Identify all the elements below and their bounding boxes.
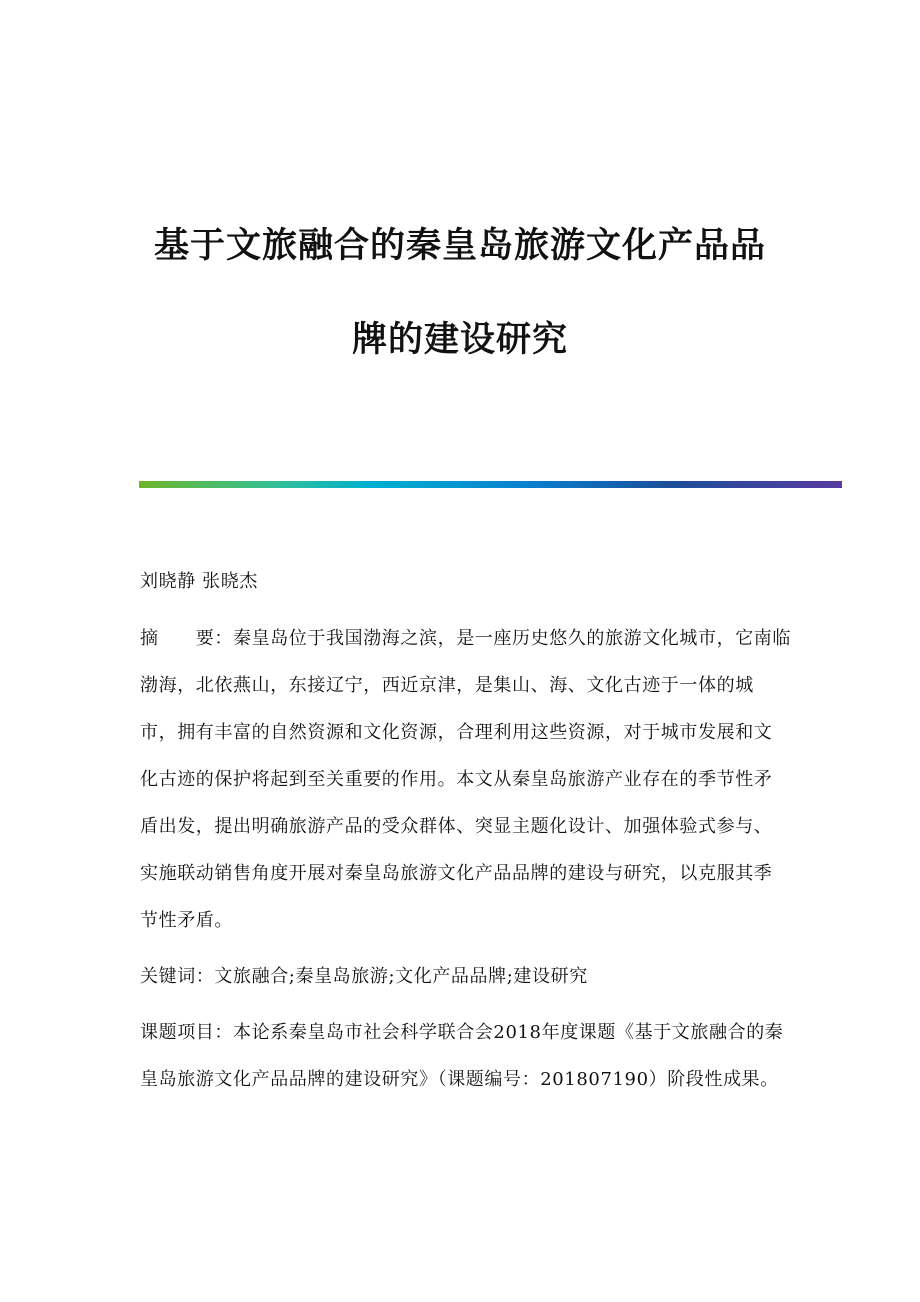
title-line-2: 牌的建设研究	[351, 319, 568, 360]
project-line: 皇岛旅游文化产品品牌的建设研究》（课题编号：201807190）阶段性成果。	[140, 1069, 779, 1090]
keywords: 关键词：文旅融合;秦皇岛旅游;文化产品品牌;建设研究	[140, 966, 588, 987]
abstract-line: 化古迹的保护将起到至关重要的作用。本文从秦皇岛旅游产业存在的季节性矛	[140, 769, 773, 790]
abstract-line: 渤海，北依燕山，东接辽宁，西近京津，是集山、海、文化古迹于一体的城	[140, 675, 754, 696]
abstract-line: 摘 要：秦皇岛位于我国渤海之滨，是一座历史悠久的旅游文化城市，它南临	[140, 628, 791, 649]
authors: 刘晓静 张晓杰	[140, 571, 258, 592]
abstract-line: 盾出发，提出明确旅游产品的受众群体、突显主题化设计、加强体验式参与、	[140, 816, 773, 837]
project-line: 课题项目：本论系秦皇岛市社会科学联合会2018年度课题《基于文旅融合的秦	[140, 1022, 784, 1043]
gradient-divider	[139, 481, 842, 488]
title-line-1: 基于文旅融合的秦皇岛旅游文化产品品	[153, 225, 766, 266]
abstract-line: 实施联动销售角度开展对秦皇岛旅游文化产品品牌的建设与研究，以克服其季	[140, 863, 773, 884]
abstract-line: 节性矛盾。	[140, 910, 233, 931]
abstract-line: 市，拥有丰富的自然资源和文化资源，合理利用这些资源，对于城市发展和文	[140, 722, 773, 743]
